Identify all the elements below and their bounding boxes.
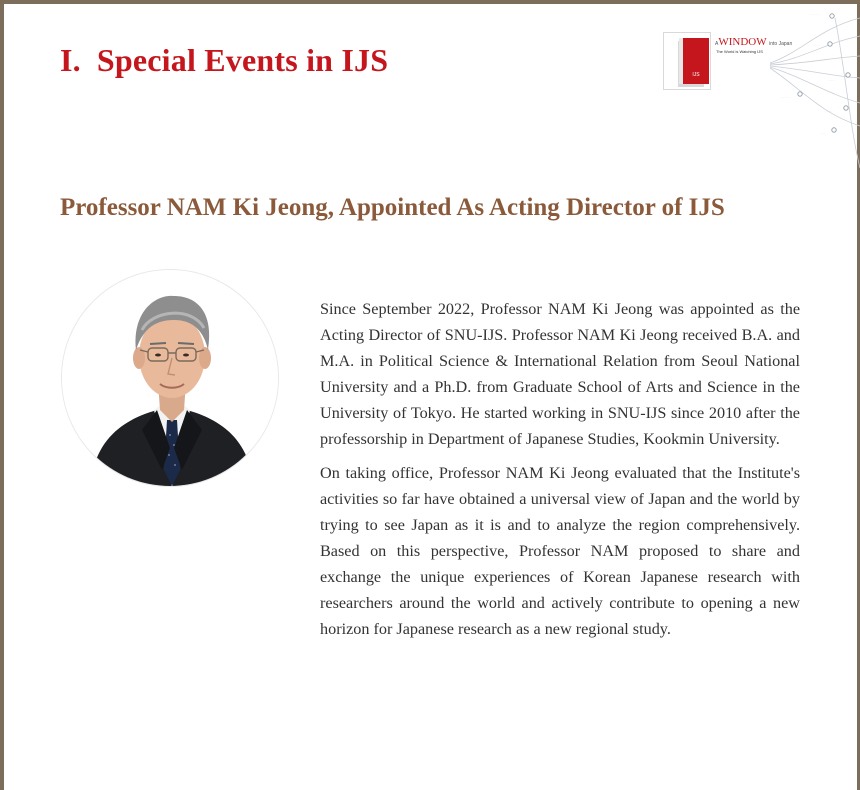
portrait-illustration (62, 270, 279, 487)
section-heading (60, 42, 388, 79)
svg-text:······: ······ (820, 131, 826, 135)
article-body (320, 296, 800, 650)
svg-text:········: ········ (812, 43, 820, 47)
svg-text:··········: ·········· (780, 95, 790, 99)
portrait-photo (61, 269, 279, 487)
logo-book-icon (683, 38, 709, 84)
section-title: Special Events in IJS (96, 42, 389, 78)
svg-text:·········: ········· (824, 109, 833, 113)
article-paragraph-1: Since September 2022, Professor NAM Ki Jeong was appointed as the Acting Director of SNU-IJS. Professor NAM Ki Jeong received B.A. and M.A. in Political Science & International Relation from Seoul National University and a Ph.D. from Graduate School of Arts and Science in the University of Tokyo. He started working in SNU-IJS since 2010 after the professorship in Department of Japanese Studies, Kookmin University. (320, 300, 800, 448)
svg-text:·······: ······· (828, 78, 835, 82)
svg-text:···········: ··········· (810, 12, 821, 16)
ijs-window-logo (660, 8, 860, 173)
logo-title: AWINDOW into Japan (715, 36, 793, 48)
logo-subtitle: The World is Watching IJS (716, 49, 763, 54)
logo-book-label: IJS (692, 72, 700, 78)
article-title: Professor NAM Ki Jeong, Appointed As Acting Director of IJS (60, 194, 725, 221)
section-number: I. (60, 42, 81, 78)
article-paragraph-2: On taking office, Professor NAM Ki Jeong evaluated that the Institute's activities so far have obtained a universal view of Japan and the world by trying to see Japan as it is and to analyze the region comprehensively. Based on this perspective, Professor NAM proposed to share and exchange the unique experiences of Korean Japanese research with researchers around the world and actively contribute to opening a new horizon for Japanese research as a new regional study. (320, 464, 800, 638)
